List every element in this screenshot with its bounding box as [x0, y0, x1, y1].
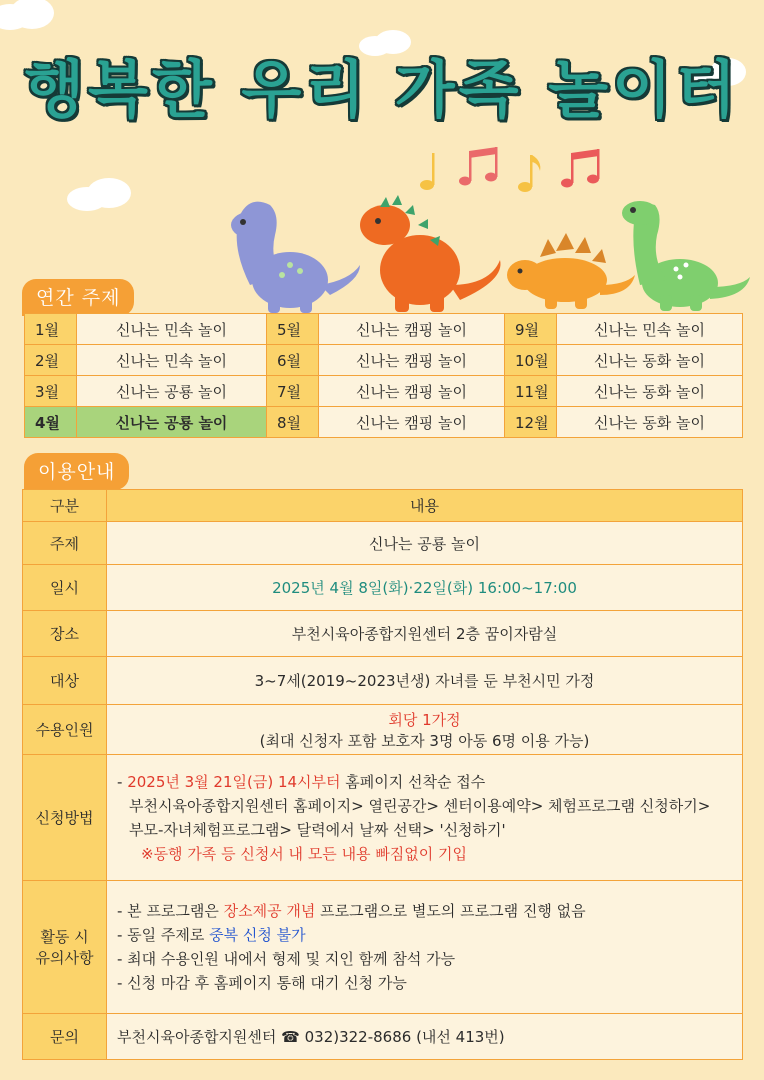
note-4: - 신청 마감 후 홈페이지 통해 대기 신청 가능: [117, 974, 407, 992]
theme-cell: 신나는 동화 놀이: [557, 345, 743, 376]
notes-value: [107, 881, 743, 1014]
theme-label: 주제: [23, 522, 107, 565]
theme-cell: 신나는 캠핑 놀이: [319, 407, 505, 438]
apply-line-1: [117, 770, 742, 794]
theme-cell: 신나는 동화 놀이: [557, 376, 743, 407]
apply-note: ※동행 가족 등 신청서 내 모든 내용 빠짐없이 기입: [141, 844, 468, 863]
theme-cell: 신나는 동화 놀이: [557, 407, 743, 438]
apply-start-date: 2025년 3월 21일(금) 14시부터: [127, 772, 341, 791]
theme-value: 신나는 공룡 놀이: [107, 522, 743, 565]
table-row: [23, 1014, 743, 1060]
notes-label-line-1: 활동 시: [40, 928, 89, 946]
table-row: [25, 314, 743, 345]
annual-theme-table: [24, 313, 743, 438]
notes-label-line-2: 유의사항: [35, 949, 94, 967]
page-title: 행복한 우리 가족 놀이터: [24, 53, 740, 126]
table-row: [23, 705, 743, 755]
table-row: [23, 657, 743, 705]
table-row: [25, 376, 743, 407]
table-row: [25, 345, 743, 376]
theme-cell: 신나는 민속 놀이: [77, 314, 267, 345]
music-notes-icon: [415, 145, 615, 195]
capacity-main: 회당 1가정: [388, 710, 461, 729]
apply-label: 신청방법: [23, 755, 107, 881]
month-cell: 2월: [25, 345, 77, 376]
usage-info-table: [22, 489, 743, 1060]
apply-line-3: 부모-자녀체험프로그램> 달력에서 날짜 선택> '신청하기': [129, 820, 506, 839]
apply-value: [107, 755, 743, 881]
date-value: 2025년 4월 8일(화)·22일(화) 16:00~17:00: [107, 565, 743, 611]
note-2-a: - 동일 주제로: [117, 926, 210, 944]
month-cell: 9월: [505, 314, 557, 345]
notes-label: [23, 881, 107, 1014]
apply-line-2: 부천시육아종합지원센터 홈페이지> 열린공간> 센터이용예약> 체험프로그램 신청하기>: [129, 796, 711, 815]
capacity-detail: (최대 신청자 포함 보호자 3명 아동 6명 이용 가능): [259, 731, 590, 750]
note-2-highlight: 중복 신청 불가: [209, 926, 306, 944]
month-cell: 1월: [25, 314, 77, 345]
note-3: - 최대 수용인원 내에서 형제 및 지인 함께 참석 가능: [117, 950, 456, 968]
table-row: [23, 755, 743, 881]
month-cell: 10월: [505, 345, 557, 376]
month-cell: 6월: [267, 345, 319, 376]
table-row: [23, 565, 743, 611]
month-cell: 7월: [267, 376, 319, 407]
month-cell: 3월: [25, 376, 77, 407]
table-row: [25, 407, 743, 438]
note-1-highlight: 장소제공 개념: [223, 902, 316, 920]
capacity-value: [107, 705, 743, 755]
target-value: 3~7세(2019~2023년생) 자녀를 둔 부천시민 가정: [107, 657, 743, 705]
usage-guide-tag: 이용안내: [24, 453, 129, 490]
note-2: [117, 923, 742, 947]
theme-cell: 신나는 캠핑 놀이: [319, 314, 505, 345]
month-cell: 8월: [267, 407, 319, 438]
apply-line-1-rest: 홈페이지 선착순 접수: [340, 772, 486, 791]
header-value: 내용: [107, 490, 743, 522]
bullet: -: [117, 772, 128, 791]
note-1-b: 프로그램으로 별도의 프로그램 진행 없음: [315, 902, 586, 920]
contact-value: 부천시육아종합지원센터 ☎ 032)322-8686 (내선 413번): [107, 1014, 743, 1060]
place-value: 부천시육아종합지원센터 2층 꿈이자람실: [107, 611, 743, 657]
capacity-label: 수용인원: [23, 705, 107, 755]
theme-cell-current: 신나는 공룡 놀이: [77, 407, 267, 438]
date-label: 일시: [23, 565, 107, 611]
month-cell: 12월: [505, 407, 557, 438]
month-cell-current: 4월: [25, 407, 77, 438]
theme-cell: 신나는 캠핑 놀이: [319, 376, 505, 407]
month-cell: 5월: [267, 314, 319, 345]
note-1-a: - 본 프로그램은: [117, 902, 224, 920]
table-row: [23, 490, 743, 522]
theme-cell: 신나는 민속 놀이: [557, 314, 743, 345]
target-label: 대상: [23, 657, 107, 705]
cloud-decoration: [0, 0, 60, 35]
table-row: [23, 522, 743, 565]
header-key: 구분: [23, 490, 107, 522]
month-cell: 11월: [505, 376, 557, 407]
place-label: 장소: [23, 611, 107, 657]
annual-theme-tag: 연간 주제: [22, 279, 134, 316]
table-row: [23, 611, 743, 657]
theme-cell: 신나는 민속 놀이: [77, 345, 267, 376]
theme-cell: 신나는 공룡 놀이: [77, 376, 267, 407]
note-1: [117, 899, 742, 923]
contact-label: 문의: [23, 1014, 107, 1060]
theme-cell: 신나는 캠핑 놀이: [319, 345, 505, 376]
table-row: [23, 881, 743, 1014]
